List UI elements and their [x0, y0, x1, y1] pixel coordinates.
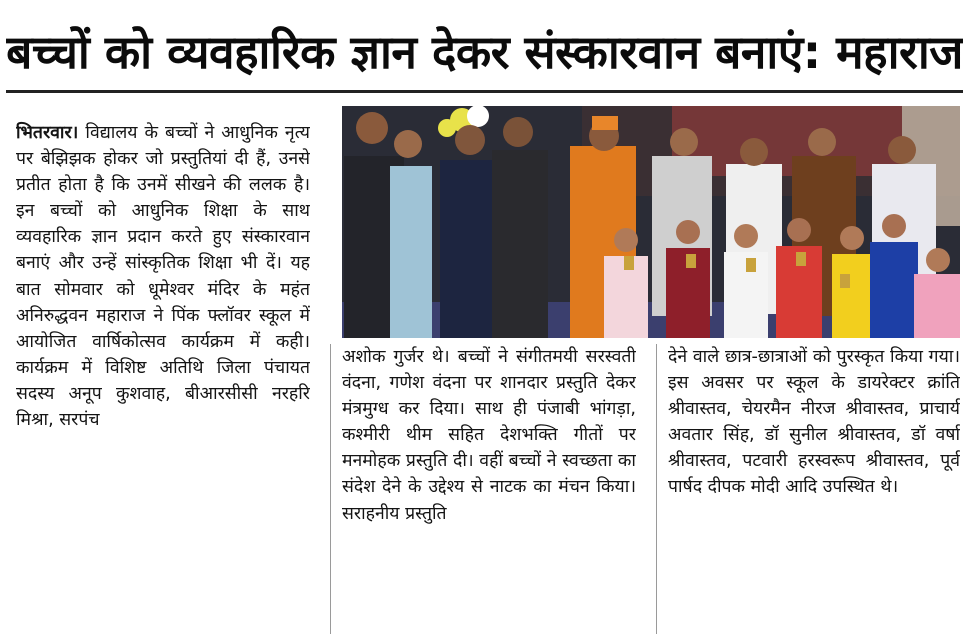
- column-1-text: विद्यालय के बच्चों ने आधुनिक नृत्य पर बेझिझक होकर जो प्रस्तुतियां दी हैं, उनसे प्रतीत होता है कि उनमें सीखने की ललक है। इन बच्चों को आधुनिक शिक्षा के साथ व्यवहारिक ज्ञान प्रदान करते हुए संस्कारवान बनाएं और उन्हें सांस्कृतिक शिक्षा भी दें। यह बात सोमवार को धूमेश्वर मंदिर के महंत अनिरुद्धवन महाराज ने पिंक फ्लॉवर स्कूल में आयोजित वार्षिकोत्सव कार्यक्रम में कही। कार्यक्रम में विशिष्ट अतिथि जिला पंचायत सदस्य अनूप कुशवाह, बीआरसीसी नरहरि मिश्रा, सरपंच: [16, 123, 310, 431]
- column-2: [342, 344, 636, 634]
- column-2-text: अशोक गुर्जर थे। बच्चों ने संगीतमयी सरस्वती वंदना, गणेश वंदना पर शानदार प्रस्तुति देकर मंत्रमुग्ध कर दिया। साथ ही पंजाबी भांगड़ा, कश्मीरी थीम सहित देशभक्ति गीतों पर मनमोहक प्रस्तुति दी। वहीं बच्चों ने स्वच्छता का संदेश देने के उद्देश्य से नाटक का मंचन किया। सराहनीय प्रस्तुति: [342, 347, 636, 524]
- event-photo: [342, 106, 960, 338]
- column-1: [16, 120, 310, 634]
- headline: बच्चों को व्यवहारिक ज्ञान देकर संस्कारवान बनाएं: महाराज: [6, 25, 963, 79]
- headline-rule: [6, 90, 963, 93]
- column-3-text: देने वाले छात्र-छात्राओं को पुरस्कृत किया गया। इस अवसर पर स्कूल के डायरेक्टर क्रांति श्रीवास्तव, चेयरमैन नीरज श्रीवास्तव, प्राचार्य अवतार सिंह, डॉ सुनील श्रीवास्तव, डॉ वर्षा श्रीवास्तव, पटवारी हरस्वरूप श्रीवास्तव, पूर्व पार्षद दीपक मोदी आदि उपस्थित थे।: [668, 347, 960, 498]
- column-separator-2: [656, 344, 657, 634]
- dateline: भितरवार।: [16, 123, 79, 143]
- column-separator-1: [330, 344, 331, 634]
- event-photo-illustration: [342, 106, 960, 338]
- column-3: [668, 344, 960, 634]
